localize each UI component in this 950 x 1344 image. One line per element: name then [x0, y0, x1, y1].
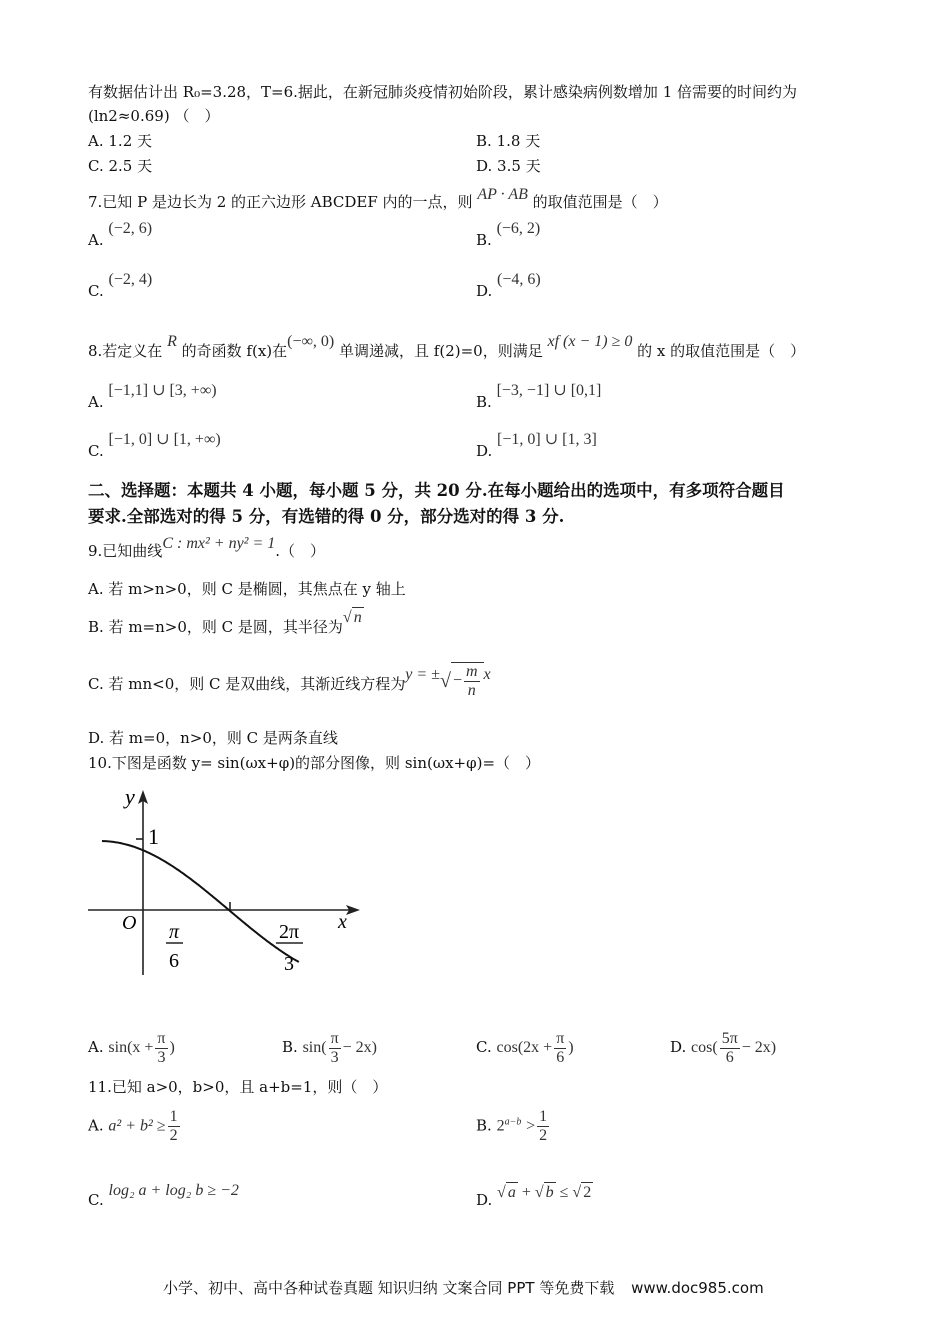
q8-option-b: B. [−3, −1] ∪ [0,1]: [476, 382, 602, 411]
sine-curve: [102, 841, 299, 962]
q6-option-a: A. 1.2 天: [88, 132, 153, 150]
origin-label: O: [122, 912, 137, 934]
q7-stem: 7.已知 P 是边长为 2 的正六边形 ABCDEF 内的一点，则 AP · AB 的取值范围是（ ）: [88, 186, 668, 211]
q11-option-b: B. $2^{a-b}$ > $\frac{1}{2}$: [476, 1108, 548, 1144]
q9-option-c: C. 若 mn<0，则 C 是双曲线，其渐近线方程为y = ±√ − $\frac{m}{n}$ x: [88, 663, 491, 699]
q10-option-a: A. sin(x + $\frac{\pi}{3}$ ): [88, 1030, 175, 1066]
q7-option-b: B. (−6, 2): [476, 220, 541, 249]
q11-option-c: C. log₂ a + log₂ b ≥ −2: [88, 1182, 239, 1209]
q6-option-b: B. 1.8 天: [476, 132, 541, 150]
q8-option-c: C. [−1, 0] ∪ [1, +∞): [88, 431, 221, 460]
q11-stem: 11.已知 a>0，b>0，且 a+b=1，则（ ）: [88, 1078, 388, 1096]
q9-option-d: D. 若 m=0，n>0，则 C 是两条直线: [88, 729, 338, 747]
q10-stem: 10.下图是函数 y= sin(ωx+φ)的部分图像，则 sin(ωx+φ)=（ ）: [88, 754, 541, 772]
q8-stem: 8.若定义在 R 的奇函数 f(x)在(−∞, 0) 单调递减，且 f(2)=0，则满足 xf (x − 1) ≥ 0 的 x 的取值范围是（ ）: [88, 333, 806, 360]
footer-link[interactable]: www.doc985.com: [631, 1279, 764, 1297]
q9-option-a: A. 若 m>n>0，则 C 是椭圆，其焦点在 y 轴上: [88, 580, 406, 598]
q7-option-d: D. (−4, 6): [476, 271, 541, 300]
q7-option-c: C. (−2, 4): [88, 271, 153, 300]
pi-over-6-den: 6: [169, 950, 179, 972]
q11-option-d: D. √ a + √ b ≤ √ 2: [476, 1184, 592, 1209]
q7-option-a: A. (−2, 6): [88, 220, 153, 249]
y-value-1-label: 1: [148, 824, 159, 849]
two-pi-over-3-num: 2π: [278, 921, 300, 943]
q6-option-d: D. 3.5 天: [476, 157, 541, 175]
q6-stem-line1: 有数据估计出 R₀=3.28，T=6.据此，在新冠肺炎疫情初始阶段，累计感染病例数增加 1 倍需要的时间约为: [88, 83, 798, 101]
q11-option-a: A. a² + b² ≥ $\frac{1}{2}$: [88, 1108, 178, 1144]
q8-option-d: D. [−1, 0] ∪ [1, 3]: [476, 431, 597, 460]
q7-vector-expr: AP · AB: [477, 186, 528, 203]
two-pi-over-3-den: 3: [284, 953, 294, 975]
q9-stem: 9.已知曲线C : mx² + ny² = 1.（ ）: [88, 535, 326, 560]
q10-sine-graph: [80, 780, 380, 995]
q10-option-c: C. cos(2x + $\frac{\pi}{6}$ ): [476, 1030, 574, 1066]
footer: [163, 1278, 764, 1298]
section-2-heading: 二、选择题：本题共 4 小题，每小题 5 分，共 20 分.在每小题给出的选项中，有多项符合题目 要求.全部选对的得 5 分，有选错的得 0 分，部分选对的得 3 分.: [88, 481, 785, 526]
q6-stem-line2: (ln2≈0.69) （ ）: [88, 107, 220, 125]
q10-option-d: D. cos( $\frac{5\pi}{6}$ − 2x): [670, 1030, 777, 1066]
q8-option-a: A. [−1,1] ∪ [3, +∞): [88, 382, 217, 411]
x-axis-label: x: [338, 911, 347, 933]
footer-text: 小学、初中、高中各种试卷真题 知识归纳 文案合同 PPT 等免费下载: [163, 1279, 615, 1297]
q6-option-c: C. 2.5 天: [88, 157, 153, 175]
pi-over-6-num: π: [168, 921, 180, 943]
q9-option-b: B. 若 m=n>0，则 C 是圆，其半径为√ n: [88, 609, 362, 636]
q10-option-b: B. sin( $\frac{\pi}{3}$ − 2x): [282, 1030, 378, 1066]
y-axis-label: y: [125, 784, 135, 809]
